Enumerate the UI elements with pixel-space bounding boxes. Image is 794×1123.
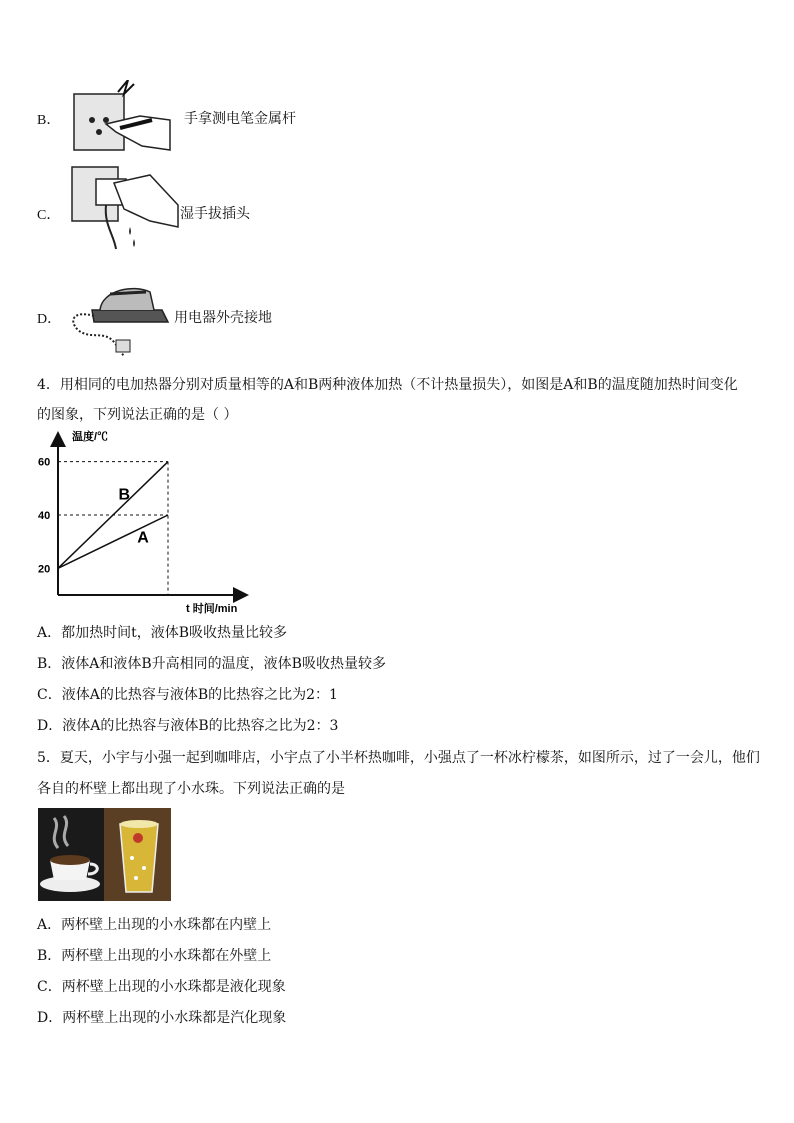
option-letter-b: B． bbox=[37, 113, 61, 128]
q4-option-d: D．液体A的比热容与液体B的比热容之比为2：3 bbox=[37, 718, 339, 734]
q5-stem-line1: 5．夏天，小宇与小强一起到咖啡店，小宇点了小半杯热咖啡，小强点了一杯冰柠檬茶，如图所示，过了一会儿，他们 bbox=[37, 750, 760, 766]
q5-option-a: A．两杯壁上出现的小水珠都在内壁上 bbox=[37, 917, 272, 933]
coffee-and-iced-tea-photo bbox=[38, 808, 171, 901]
wet-hand-plug-illustration bbox=[70, 165, 185, 250]
x-axis-label: t 时间/min bbox=[186, 603, 238, 615]
q5-option-d: D．两杯壁上出现的小水珠都是汽化现象 bbox=[37, 1010, 287, 1026]
series-line-B bbox=[58, 462, 168, 569]
series-label-B: B bbox=[118, 486, 131, 504]
option-letter-c: C． bbox=[37, 208, 61, 223]
q4-stem-line1: 4．用相同的电加热器分别对质量相等的A和B两种液体加热（不计热量损失），如图是A和B的温度随加热时间变化 bbox=[37, 377, 738, 393]
caption-wet-hand: 湿手拔插头 bbox=[180, 206, 250, 222]
y-tick-label-20: 20 bbox=[38, 563, 51, 576]
q5-stem-line2: 各自的杯壁上都出现了小水珠。下列说法正确的是 bbox=[37, 781, 345, 797]
y-axis-label: 温度/℃ bbox=[72, 431, 109, 443]
y-tick-label-60: 60 bbox=[38, 456, 51, 469]
temperature-time-chart bbox=[30, 425, 260, 620]
caption-grounding: 用电器外壳接地 bbox=[174, 310, 272, 326]
series-label-A: A bbox=[137, 529, 149, 547]
q4-option-b: B．液体A和液体B升高相同的温度，液体B吸收热量较多 bbox=[37, 656, 386, 672]
outlet-tester-illustration bbox=[70, 80, 175, 155]
series-line-A bbox=[58, 515, 168, 568]
y-tick-label-40: 40 bbox=[38, 510, 51, 522]
q5-option-c: C．两杯壁上出现的小水珠都是液化现象 bbox=[37, 979, 286, 995]
iron-grounding-illustration bbox=[64, 270, 174, 360]
q5-option-b: B．两杯壁上出现的小水珠都在外壁上 bbox=[37, 948, 272, 964]
q4-option-a: A．都加热时间t，液体B吸收热量比较多 bbox=[37, 625, 288, 641]
q4-stem-line2: 的图象，下列说法正确的是（ ） bbox=[37, 407, 238, 423]
q4-option-c: C．液体A的比热容与液体B的比热容之比为2：1 bbox=[37, 687, 338, 703]
option-letter-d: D． bbox=[37, 312, 62, 327]
caption-tester: 手拿测电笔金属杆 bbox=[184, 111, 296, 127]
